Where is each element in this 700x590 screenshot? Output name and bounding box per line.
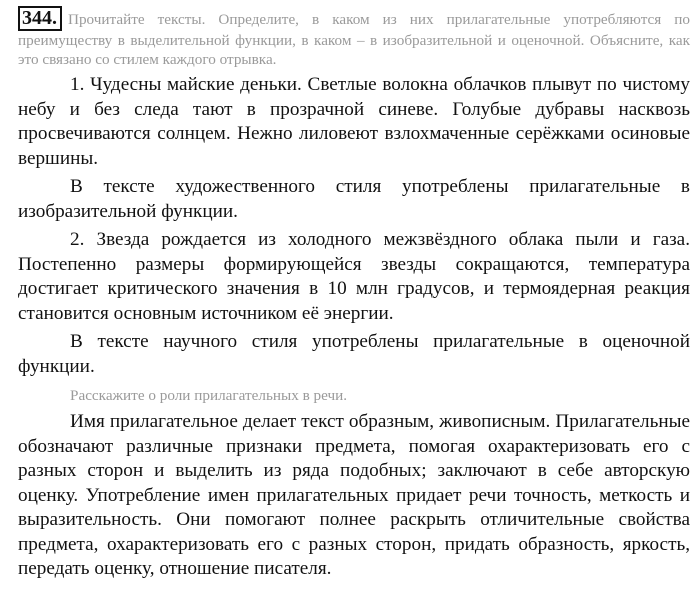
- exercise-instruction: Прочитайте тексты. Определите, в каком из них прилагательные употребляются по преимуществу в выделительной функции, в каком – в изобразительной и оценочной. Объясните, как это связано со стилем каждого отрывка.: [18, 11, 690, 68]
- exercise-number: 344.: [18, 6, 62, 31]
- answer-3: Имя прилагательное делает текст образным, живописным. Прилагательные обозначают различные признаки предмета, помогая охарактеризовать его с разных сторон и выделить из ряда подобных; заключают в себе авторскую оценку. Употребление имен прилагательных придает речи точность, меткость и выразительность. Они помогают полнее раскрыть отличительные свойства предмета, охарактеризовать его с разных сторон, придать образность, яркость, передать оценку, отношение писателя.: [18, 411, 690, 579]
- text-2: 2. Звезда рождается из холодного межзвёздного облака пыли и газа. Постепенно размеры формирующейся звезды сокращаются, температура достигает критического значения в 10 млн градусов, и термоядерная реакция становится основным источником её энергии.: [18, 229, 690, 324]
- answer-block: [18, 73, 690, 379]
- answer-2: В тексте научного стиля употреблены прилагательные в оценочной функции.: [18, 331, 690, 377]
- answer-block-2: [18, 410, 690, 582]
- task-2-instruction: Расскажите о роли прилагательных в речи.: [70, 387, 348, 404]
- text-1: 1. Чудесны майские деньки. Светлые волокна облачков плывут по чистому небу и без следа тают в прозрачной синеве. Голубые дубравы насквозь просвечиваются солнцем. Нежно лиловеют взлохмаченные серёжками осиновые вершины.: [18, 74, 690, 169]
- exercise-instruction-block: [18, 6, 690, 69]
- answer-1: В тексте художественного стиля употреблены прилагательные в изобразительной функции.: [18, 176, 690, 222]
